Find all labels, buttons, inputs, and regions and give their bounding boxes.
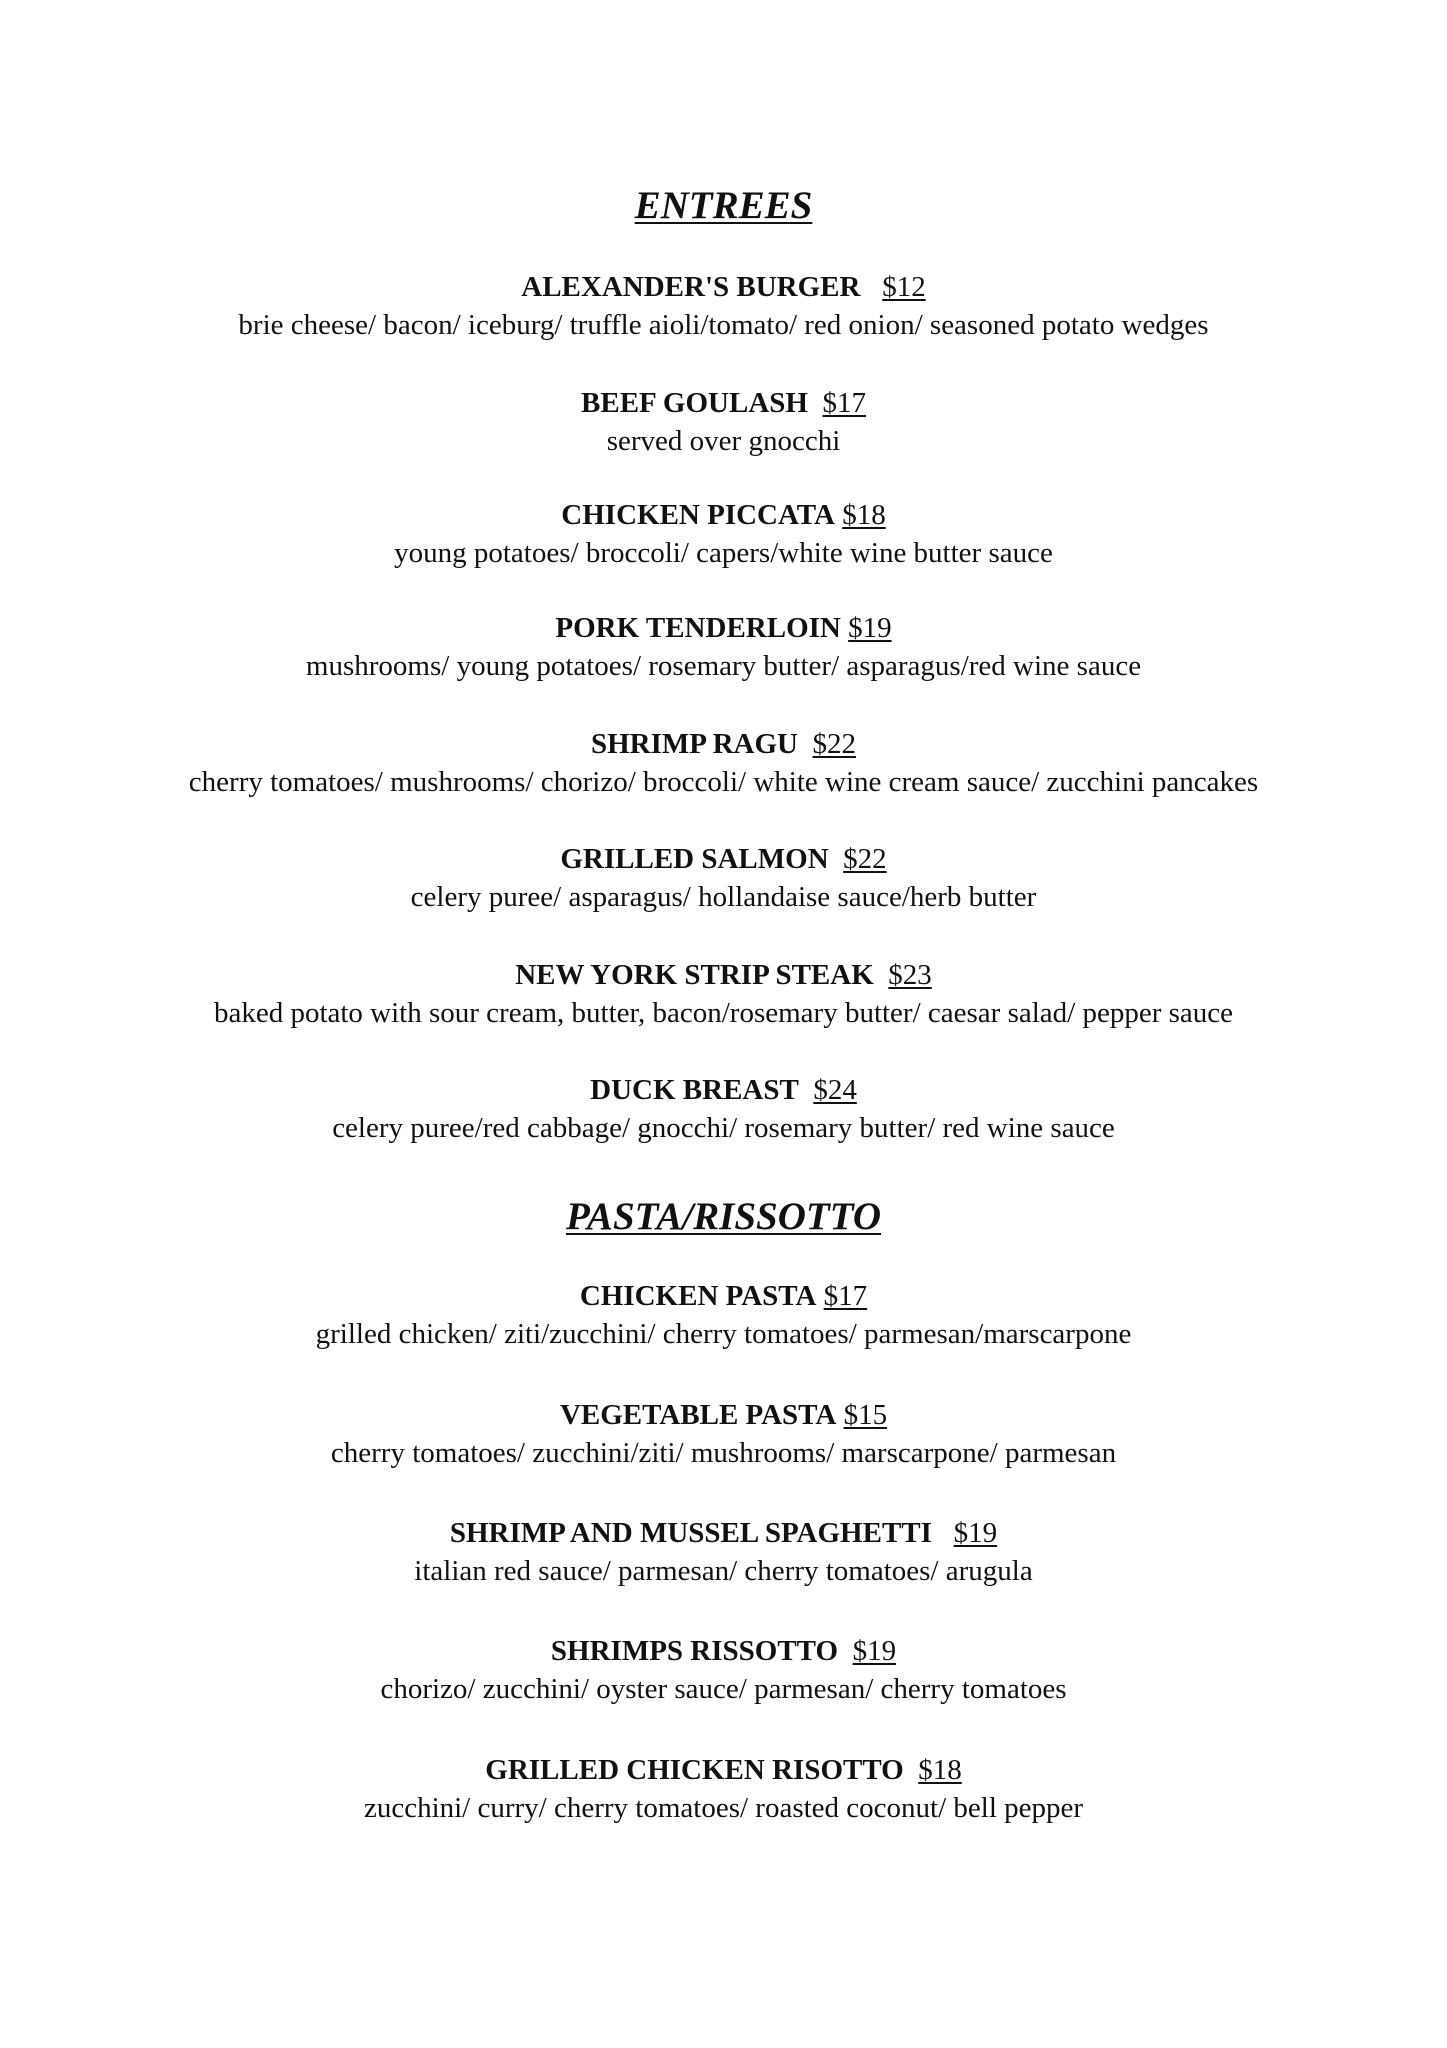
menu-item [0, 1751, 1447, 1827]
item-name: SHRIMPS RISSOTTO [550, 1635, 839, 1667]
item-price: $23 [888, 959, 932, 991]
item-name: CHICKEN PASTA [579, 1280, 817, 1312]
item-name: GRILLED CHICKEN RISOTTO [485, 1754, 904, 1786]
menu-item [0, 609, 1447, 685]
item-price: $15 [843, 1399, 888, 1431]
item-name: SHRIMP AND MUSSEL SPAGHETTI [449, 1517, 932, 1549]
item-description: young potatoes/ broccoli/ capers/white wine butter sauce [394, 537, 1053, 569]
item-description: celery puree/red cabbage/ gnocchi/ rosemary butter/ red wine sauce [332, 1112, 1115, 1144]
menu-item [0, 725, 1447, 801]
item-price: $19 [848, 612, 892, 644]
item-name: SHRIMP RAGU [590, 728, 799, 760]
item-description: brie cheese/ bacon/ iceburg/ truffle aioli/tomato/ red onion/ seasoned potato wedges [238, 309, 1209, 341]
item-description: cherry tomatoes/ mushrooms/ chorizo/ broccoli/ white wine cream sauce/ zucchini pancakes [188, 766, 1259, 798]
item-name: ALEXANDER'S BURGER [521, 271, 861, 303]
menu-item [0, 1396, 1447, 1472]
item-description: mushrooms/ young potatoes/ rosemary butter/ asparagus/red wine sauce [305, 650, 1142, 682]
menu-item [0, 1071, 1447, 1147]
item-description: grilled chicken/ ziti/zucchini/ cherry tomatoes/ parmesan/marscarpone [315, 1318, 1132, 1350]
item-price: $24 [813, 1074, 857, 1106]
item-description: italian red sauce/ parmesan/ cherry tomatoes/ arugula [414, 1555, 1033, 1587]
menu-item [0, 956, 1447, 1032]
item-price: $19 [953, 1517, 998, 1549]
menu-item [0, 1632, 1447, 1708]
item-price: $22 [812, 728, 857, 760]
item-price: $22 [843, 843, 887, 875]
item-price: $19 [852, 1635, 897, 1667]
item-name: NEW YORK STRIP STEAK [515, 959, 874, 991]
item-description: celery puree/ asparagus/ hollandaise sauce/herb butter [410, 881, 1037, 913]
menu-item [0, 496, 1447, 572]
item-name: VEGETABLE PASTA [559, 1399, 837, 1431]
item-price: $12 [882, 271, 926, 303]
item-price: $18 [842, 499, 886, 531]
menu-item [0, 384, 1447, 460]
item-description: cherry tomatoes/ zucchini/ziti/ mushrooms/ marscarpone/ parmesan [330, 1437, 1117, 1469]
item-description: baked potato with sour cream, butter, bacon/rosemary butter/ caesar salad/ pepper sauce [213, 997, 1234, 1029]
item-description: served over gnocchi [606, 425, 841, 457]
menu-item [0, 1514, 1447, 1590]
menu-item [0, 1277, 1447, 1353]
item-name: GRILLED SALMON [560, 843, 829, 875]
item-name: BEEF GOULASH [581, 387, 808, 419]
menu-item [0, 268, 1447, 344]
section-title-entrees: ENTREES [634, 184, 813, 227]
item-description: chorizo/ zucchini/ oyster sauce/ parmesan/ cherry tomatoes [380, 1673, 1067, 1705]
item-name: CHICKEN PICCATA [561, 499, 835, 531]
item-description: zucchini/ curry/ cherry tomatoes/ roasted coconut/ bell pepper [363, 1792, 1084, 1824]
item-name: PORK TENDERLOIN [555, 612, 841, 644]
item-name: DUCK BREAST [590, 1074, 799, 1106]
section-title-pasta-rissotto: PASTA/RISSOTTO [566, 1195, 881, 1238]
menu-item [0, 840, 1447, 916]
item-price: $17 [823, 1280, 868, 1312]
item-price: $17 [822, 387, 866, 419]
item-price: $18 [918, 1754, 962, 1786]
